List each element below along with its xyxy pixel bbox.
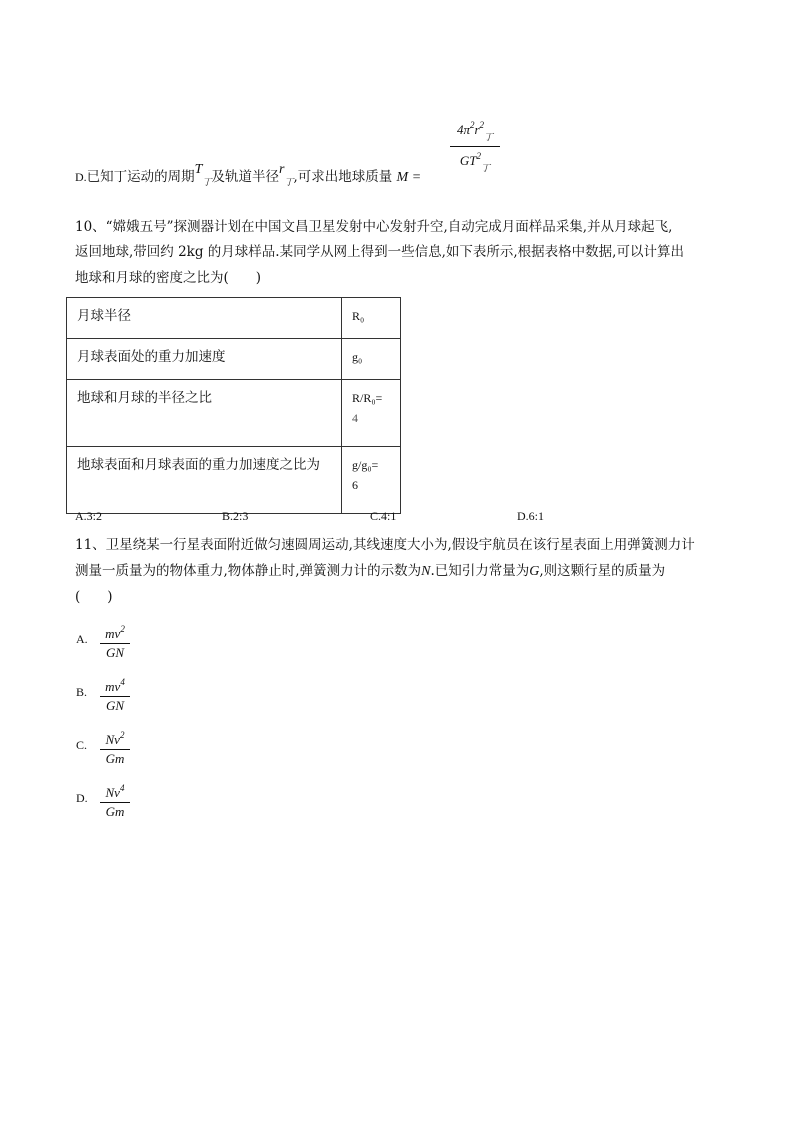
q11-option-d-label: D. (76, 791, 88, 805)
q11-option-b-fraction: $mv^4$ GN (100, 674, 130, 714)
q11-option-a-fraction: $mv^2$ GN (100, 621, 130, 661)
q10-line-3: 地球和月球的密度之比为( ) (75, 270, 262, 286)
q9d-mass-formula (450, 117, 500, 176)
q9d-r: r (278, 162, 285, 177)
table-cell-label: 月球半径 (67, 298, 342, 339)
q11-N: N (421, 564, 431, 579)
q11-option-d-fraction: Nv$^4$ Gm (100, 780, 130, 820)
q9d-text3: ,可求出地球质量 (293, 169, 393, 185)
q10-option-d: D.6:1 (517, 509, 544, 523)
table-row (67, 380, 401, 447)
table-cell-label: 月球表面处的重力加速度 (67, 339, 342, 380)
table-cell-label: 地球和月球的半径之比 (67, 380, 342, 447)
q11-option-c-label: C. (76, 738, 88, 752)
q9-option-d (75, 160, 421, 193)
q11-G: G (529, 564, 540, 579)
table-row (67, 447, 401, 514)
q11-option-b-label: B. (76, 685, 88, 699)
q9d-text1: 已知丁运动的周期 (86, 169, 195, 185)
formula-numerator: $4\pi^2r^2_丁$ (456, 120, 494, 142)
q9d-mass-eq: M = (396, 170, 422, 185)
q10-line-2: 返回地球,带回约 2kg 的月球样品.某同学从网上得到一些信息,如下表所示,根据表格中数据,可以计算出 (75, 244, 684, 260)
q11-option-a-label: A. (76, 632, 88, 646)
table-cell-label: 地球表面和月球表面的重力加速度之比为 (67, 447, 342, 514)
q9d-r-sub: 丁 (284, 178, 294, 188)
table-cell-value: g₀ (342, 339, 401, 380)
q10-line-1: 10、“嫦娥五号”探测器计划在中国文昌卫星发射中心发射升空,自动完成月面样品采集,并从月球起飞, (75, 219, 673, 235)
q10-option-a: A.3:2 (75, 509, 102, 523)
table-row (67, 298, 401, 339)
table-cell-value: R/R₀= 4 (342, 380, 401, 447)
table-row (67, 339, 401, 380)
q9d-T: T (194, 162, 203, 177)
q9d-label: D. (75, 170, 87, 184)
table-cell-value: g/g₀= 6 (342, 447, 401, 514)
q10-data-table (66, 297, 401, 514)
q10-option-c: C.4:1 (370, 509, 397, 523)
q9d-T-sub: 丁 (202, 178, 212, 188)
q11-line-1: 11、卫星绕某一行星表面附近做匀速圆周运动,其线速度大小为,假设宇航员在该行星表面上用弹簧测力计 (75, 537, 695, 553)
q9d-text2: 及轨道半径 (211, 169, 279, 185)
fraction-bar (450, 146, 500, 147)
q11-line-2: 测量一质量为的物体重力,物体静止时,弹簧测力计的示数为N.已知引力常量为G,则这颗行星的质量为 (75, 563, 666, 579)
q11-option-c-fraction: Nv$^2$ Gm (100, 727, 130, 767)
q10-option-b: B.2:3 (222, 509, 249, 523)
formula-denominator: $GT^2_丁$ (459, 151, 491, 173)
q11-line-3: ( ) (75, 589, 113, 605)
table-cell-value: R₀ (342, 298, 401, 339)
